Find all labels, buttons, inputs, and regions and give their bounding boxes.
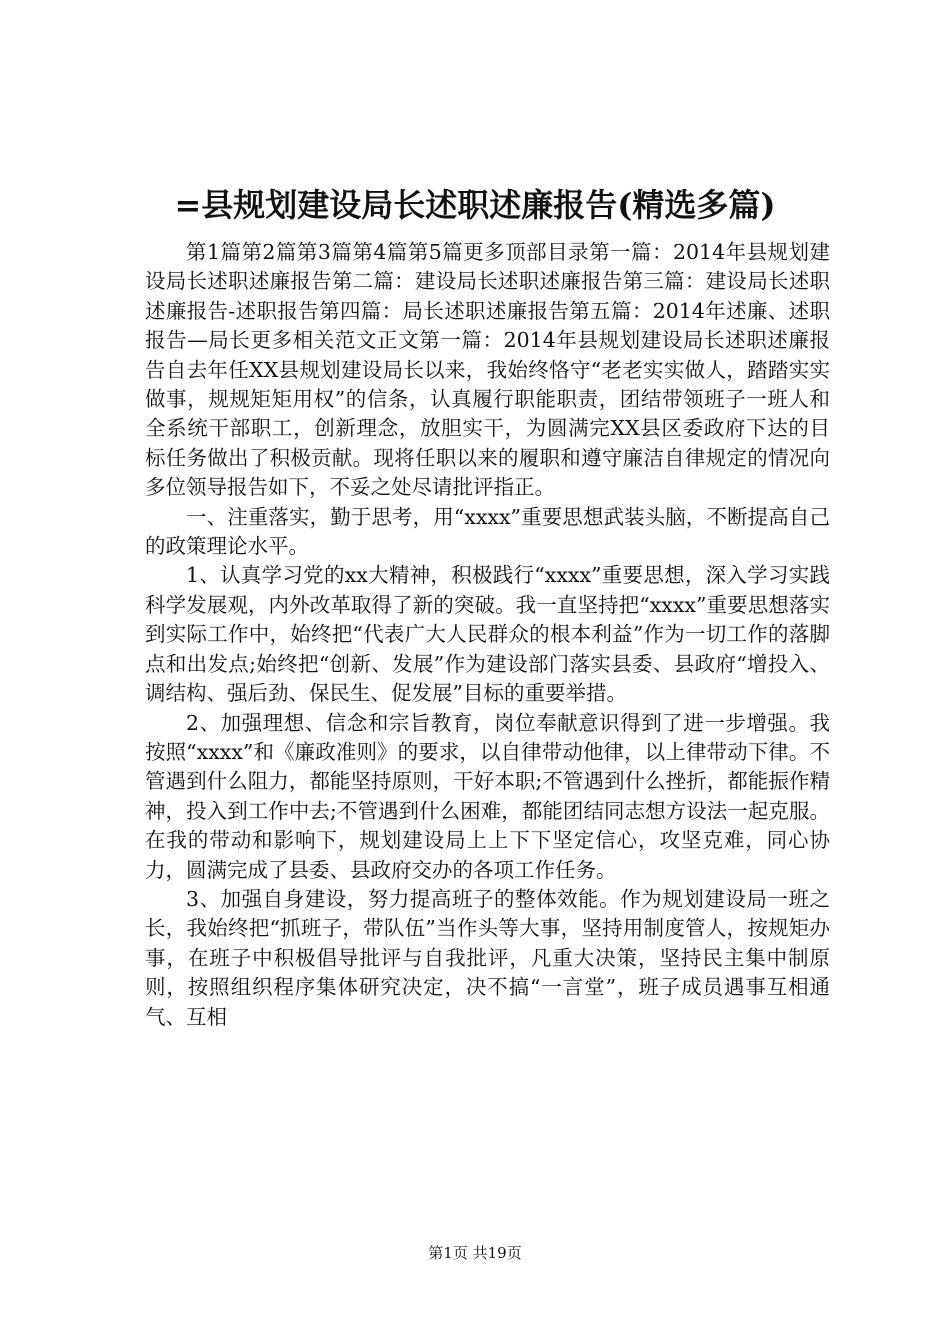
paragraph-section-1-heading: 一、注重落实，勤于思考，用“xxxx”重要思想武装头脑，不断提高自己的政策理论水平。 — [145, 504, 830, 559]
paragraph-item-3: 3、加强自身建设，努力提高班子的整体效能。作为规划建设局一班之长，我始终把“抓班子，带队伍”当作头等大事，坚持用制度管人，按规矩办事，在班子中积极倡导批评与自我批评，凡重大决策，坚持民主集中制原则，按照组织程序集体研究决定，决不搞“一言堂”，班子成员遇事互相通气、互相 — [145, 886, 830, 1029]
paragraph-item-1: 1、认真学习党的xx大精神，积极践行“xxxx”重要思想，深入学习实践科学发展观，内外改革取得了新的突破。我一直坚持把“xxxx”重要思想落实到实际工作中，始终把“代表广大人民群众的根本利益”作为一切工作的落脚点和出发点;始终把“创新、发展”作为建设部门落实县委、县政府“增投入、调结构、强后劲、保民生、促发展”目标的重要举措。 — [145, 563, 830, 706]
document-body — [145, 238, 830, 1032]
paragraph-toc-intro: 第1篇第2篇第3篇第4篇第5篇更多顶部目录第一篇：2014年县规划建设局长述职述廉报告第二篇：建设局长述职述廉报告第三篇：建设局长述职述廉报告-述职报告第四篇：局长述职述廉报告第五篇：2014年述廉、述职报告—局长更多相关范文正文第一篇：2014年县规划建设局长述职述廉报告自去年任XX县规划建设局长以来，我始终恪守“老老实实做人，踏踏实实做事，规规矩矩用权”的信条，认真履行职能职责，团结带领班子一班人和全系统干部职工，创新理念，放胆实干，为圆满完XX县区委政府下达的目标任务做出了积极贡献。现将任职以来的履职和遵守廉洁自律规定的情况向多位领导报告如下，不妥之处尽请批评指正。 — [145, 240, 830, 500]
page-number-footer: 第1页 共19页 — [428, 1244, 522, 1262]
document-title: =县规划建设局长述职述廉报告(精选多篇) — [174, 186, 776, 224]
paragraph-item-2: 2、加强理想、信念和宗旨教育，岗位奉献意识得到了进一步增强。我按照“xxxx”和《廉政准则》的要求，以自律带动他律，以上律带动下律。不管遇到什么阻力，都能坚持原则，干好本职;不管遇到什么挫折，都能振作精神，投入到工作中去;不管遇到什么困难，都能团结同志想方设法一起克服。在我的带动和影响下，规划建设局上上下下坚定信心，攻坚克难，同心协力，圆满完成了县委、县政府交办的各项工作任务。 — [145, 710, 830, 882]
